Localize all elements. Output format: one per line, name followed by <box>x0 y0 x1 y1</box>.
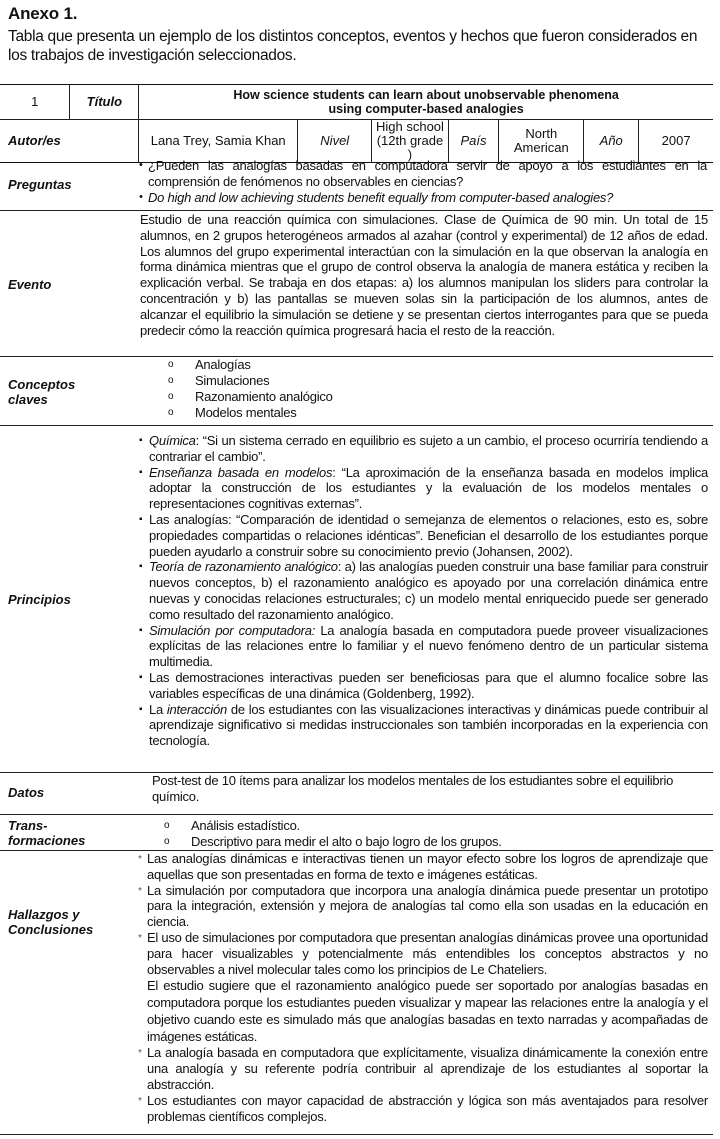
list-item: * La simulación por computadora que incorpora una analogía dinámica puede presentar un prototipo para la integración, extensión y mejora de analogías tal como ella son usadas en la educación en ciencia. <box>138 883 708 930</box>
study-number: 1 <box>0 85 70 120</box>
hallazgos-list <box>138 851 708 977</box>
country-label: País <box>448 120 499 163</box>
list-item: ▪ Teoría de razonamiento analógico: a) las analogías pueden construir una base familiar para construir nuevos conceptos, b) el razonamiento analógico es apoyado por una correlación dinámica entre nuevas y conocidas relaciones estructurales; c) un modelo mental enriquecido puede ser generado como resultado del razonamiento analógico. <box>140 559 708 622</box>
list-item: ▪ Química: “Si un sistema cerrado en equilibrio es sujeto a un cambio, el proceso ocurriría tendiendo a contrariar el cambio”. <box>140 433 708 465</box>
row-evento <box>0 211 713 357</box>
intro-text: Tabla que presenta un ejemplo de los distintos conceptos, eventos y hechos que fueron considerados en los trabajos de investigación seleccionados. <box>8 28 698 64</box>
transformaciones-label: Trans- formaciones <box>8 818 86 848</box>
list-item: ▪ Simulación por computadora: La analogía basada en computadora puede proveer visualizaciones explícitas de las relaciones entre lo familiar y el nuevo fenómeno dentro de un particular sistema multimedia. <box>140 623 708 670</box>
hallazgos-content <box>138 851 708 1124</box>
row-preguntas <box>0 155 713 211</box>
list-item: * Los estudiantes con mayor capacidad de abstracción y lógica son más aventajados para resolver problemas científicos complejos. <box>138 1093 708 1125</box>
list-item: ▪ La interacción de los estudiantes con las visualizaciones interactivas y dinámicas puede contribuir al aprendizaje significativo si medidas instruccionales son también incorporadas en la experiencia con tecnología. <box>140 702 708 749</box>
hallazgos-paragraph: El estudio sugiere que el razonamiento analógico puede ser soportado por analogías basadas en computadora porque los estudiantes pueden visualizar y mapear las relaciones entre la analogía y el objetivo cuando este es simulado más que analogías basadas en texto narradas y acompañadas de imágenes estáticas. <box>147 978 708 1045</box>
header-table <box>0 84 713 163</box>
transformaciones-list <box>136 818 704 849</box>
list-item: • ¿Pueden las analogías basadas en computadora servir de apoyo a los estudiantes en la comprensión de fenómenos no observables en ciencias? <box>139 158 707 190</box>
principios-list <box>140 433 708 749</box>
preguntas-label: Preguntas <box>8 177 72 192</box>
list-item: * Las analogías dinámicas e interactivas tienen un mayor efecto sobre los logros de aprendizaje que aquellas que son presentadas en forma de texto e imágenes estáticas. <box>138 851 708 883</box>
hallazgos-label: Hallazgos y Conclusiones <box>8 907 94 937</box>
country-value: North American <box>499 120 584 163</box>
conceptos-label: Conceptos claves <box>8 377 76 407</box>
title-label: Título <box>70 85 139 120</box>
year-value: 2007 <box>639 120 713 163</box>
year-label: Año <box>584 120 639 163</box>
row-datos <box>0 773 713 815</box>
datos-text: Post-test de 10 ítems para analizar los modelos mentales de los estudiantes sobre el equilibrio químico. <box>152 773 674 804</box>
list-item: o Descriptivo para medir el alto o bajo logro de los grupos. <box>136 834 704 850</box>
preguntas-list <box>139 158 707 205</box>
list-item: * La analogía basada en computadora que explícitamente, visualiza dinámicamente la conexión entre una analogía y su referente podría contribuir al aprendizaje de los estudiantes al soportar la abstracción. <box>138 1045 708 1092</box>
list-item: ▪ Enseñanza basada en modelos: “La aproximación de la enseñanza basada en modelos implica adoptar la construcción de los estudiantes y la evaluación de los modelos mentales o representaciones cognitivas externas”. <box>140 465 708 512</box>
level-value: High school (12th grade ) <box>372 120 448 163</box>
list-item: • Do high and low achieving students benefit equally from computer-based analogies? <box>139 190 707 206</box>
list-item: o Analogías <box>140 357 708 373</box>
row-conceptos <box>0 357 713 426</box>
list-item: o Análisis estadístico. <box>136 818 704 834</box>
list-item: o Simulaciones <box>140 373 708 389</box>
list-item: ▪ Las analogías: “Comparación de identidad o semejanza de elementos o relaciones, esto es, sobre propiedades compartidas o relaciones idénticas”. Benefician el desarrollo de los estudiantes porque pueden ayudarlo a construir sobre su conocimiento previo (Johansen, 2002). <box>140 512 708 559</box>
principios-label: Principios <box>8 592 71 607</box>
evento-label: Evento <box>8 277 52 292</box>
authors-value: Lana Trey, Samia Khan <box>139 120 298 163</box>
list-item: o Modelos mentales <box>140 405 708 421</box>
study-title: How science students can learn about unobservable phenomena using computer-based analogies <box>139 85 713 120</box>
evento-text: Estudio de una reacción química con simulaciones. Clase de Química de 90 min. Un total de 15 alumnos, en 2 grupos heterogéneos armados al azahar (control y experimental) de 12 años de edad. Los alumnos del grupo experimental interactúan con la simulación en la que observan la analogía en forma dinámica mientras que el grupo de control observa la analogía de manera estática y reciben la explicación verbal. Se trabaja en dos etapas: a) los alumnos manipulan los sliders para controlar la concentración y b) las pantallas se mueven solas sin la participación de los alumnos, antes de alcanzar el equilibrio la simulación se detiene y se presentan ciertos interrogantes para que se pueda predecir cómo la reacción química progresará hacia el resto de la reacción. <box>140 212 708 338</box>
list-item: o Razonamiento analógico <box>140 389 708 405</box>
datos-label: Datos <box>8 785 45 800</box>
authors-label: Autor/es <box>0 120 139 163</box>
conceptos-list <box>140 357 708 421</box>
hallazgos-list-2 <box>138 1045 708 1124</box>
level-label: Nivel <box>298 120 372 163</box>
list-item: * El uso de simulaciones por computadora que presentan analogías dinámicas provee una oportunidad para hacer visualizables y potencialmente más entendibles los conceptos abstractos y no observables a nivel molecular tales como los principios de Le Chateliers. <box>138 930 708 977</box>
row-principios <box>0 426 713 773</box>
annex-heading: Anexo 1. <box>8 4 78 23</box>
list-item: ▪ Las demostraciones interactivas pueden ser beneficiosas para que el alumno focalice sobre las variables específicas de una dinámica (Goldenberg, 1992). <box>140 670 708 702</box>
row-hallazgos <box>0 851 713 1135</box>
row-transformaciones <box>0 815 713 851</box>
